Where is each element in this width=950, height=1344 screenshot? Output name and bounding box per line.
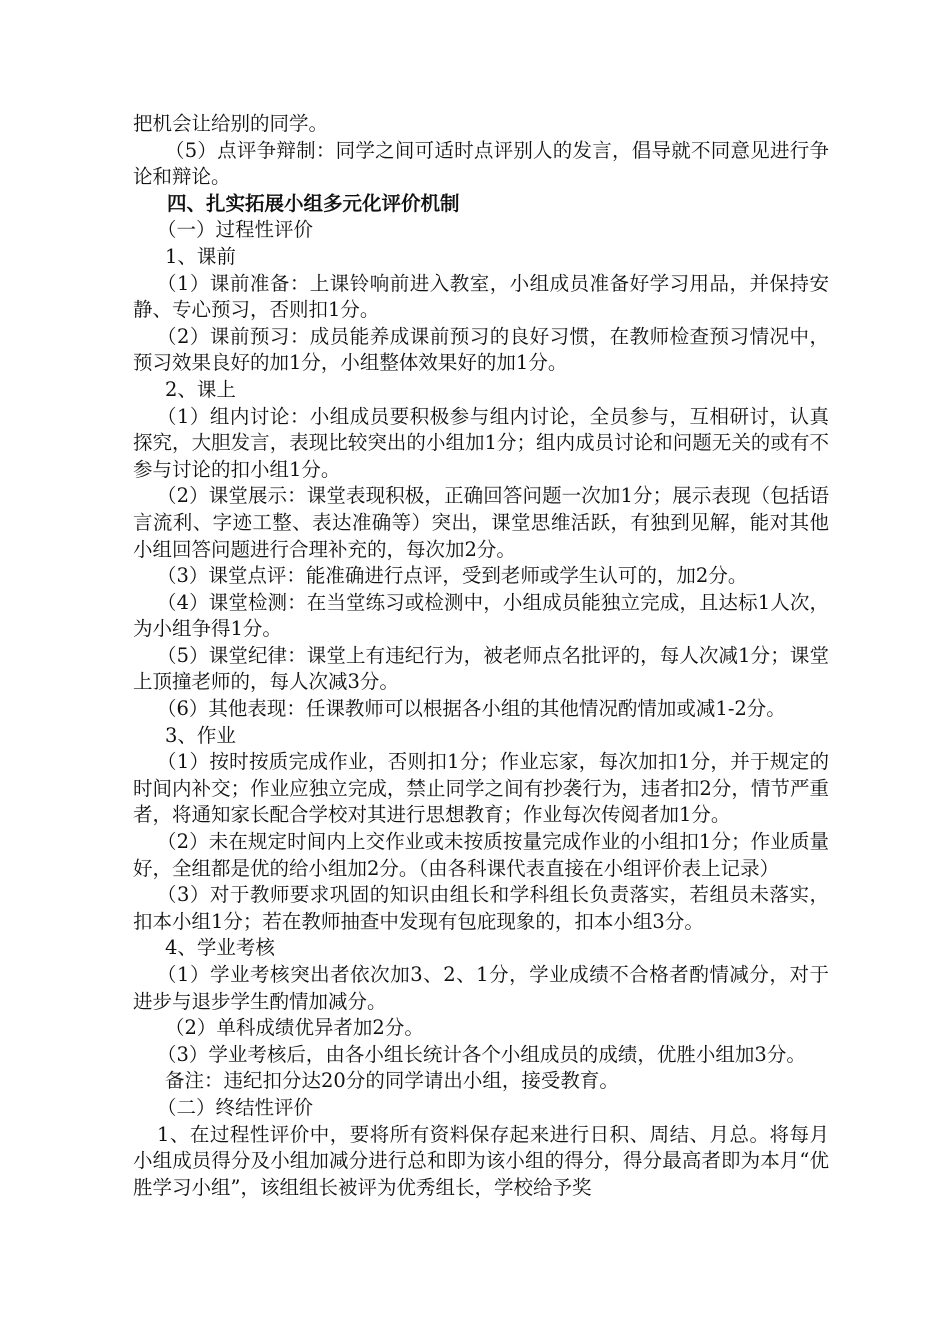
paragraph-class-review: （3）课堂点评：能准确进行点评，受到老师或学生认可的，加2分。: [157, 564, 748, 588]
paragraph-assessment-3: （3）学业考核后，由各小组长统计各个小组成员的成绩，优胜小组加3分。: [157, 1042, 806, 1066]
section-heading-4: 四、扎实拓展小组多元化评价机制: [167, 191, 460, 215]
item-heading-homework: 3、作业: [165, 723, 236, 747]
paragraph-class-discipline: （5）课堂纪律：课堂上有违纪行为，被老师点名批评的，每人次减1分；课堂上顶撞老师的，每人次减3分。: [133, 643, 829, 694]
paragraph-class-presentation: （2）课堂展示：课堂表现积极，正确回答问题一次加1分；展示表现（包括语言流利、字迹工整、表达准确等）突出，课堂思维活跃，有独到见解，能对其他小组回答问题进行合理补充的，每次加2分。: [133, 484, 829, 561]
paragraph-2: （5）点评争辩制：同学之间可适时点评别人的发言，倡导就不同意见进行争论和辩论。: [133, 138, 829, 189]
item-heading-before-class: 1、课前: [165, 244, 236, 268]
paragraph-class-test: （4）课堂检测：在当堂练习或检测中，小组成员能独立完成，且达标1人次，为小组争得1分。: [133, 590, 829, 641]
paragraph-assessment-1: （1）学业考核突出者依次加3、2、1分，学业成绩不合格者酌情减分，对于进步与退步学生酌情加减分。: [133, 963, 829, 1013]
paragraph-assessment-2: （2）单科成绩优异者加2分。: [165, 1016, 424, 1040]
item-heading-in-class: 2、课上: [165, 377, 236, 401]
item-heading-assessment: 4、学业考核: [165, 936, 275, 960]
paragraph-other-performance: （6）其他表现：任课教师可以根据各小组的其他情况酌情加或减1-2分。: [157, 697, 786, 721]
paragraph-preview: （2）课前预习：成员能养成课前预习的良好习惯，在教师检查预习情况中，预习效果良好的加1分，小组整体效果好的加1分。: [133, 324, 829, 375]
paragraph-homework-3: （3）对于教师要求巩固的知识由组长和学科组长负责落实，若组员未落实，扣本小组1分；若在教师抽查中发现有包庇现象的，扣本小组3分。: [133, 883, 829, 933]
paragraph-prep: （1）课前准备：上课铃响前进入教室，小组成员准备好学习用品，并保持安静、专心预习，否则扣1分。: [133, 271, 829, 322]
subsection-heading-process: （一）过程性评价: [157, 218, 314, 242]
paragraph-homework-2: （2）未在规定时间内上交作业或未按质按量完成作业的小组扣1分；作业质量好，全组都是优的给小组加2分。（由各科课代表直接在小组评价表上记录）: [133, 830, 829, 880]
subsection-heading-summative: （二）终结性评价: [157, 1095, 314, 1119]
document-body: [133, 111, 829, 1201]
paragraph-group-discussion: （1）组内讨论：小组成员要积极参与组内讨论，全员参与，互相研讨，认真探究，大胆发言，表现比较突出的小组加1分；组内成员讨论和问题无关的或有不参与讨论的扣小组1分。: [133, 404, 829, 481]
paragraph-1: 把机会让给别的同学。: [133, 112, 329, 135]
paragraph-summative-1: 1、在过程性评价中，要将所有资料保存起来进行日积、周结、月总。将每月小组成员得分及小组加减分进行总和即为该小组的得分，得分最高者即为本月“优胜学习小组”，该组组长被评为优秀组长，学校给予奖: [133, 1122, 829, 1199]
paragraph-note: 备注：违纪扣分达20分的同学请出小组，接受教育。: [165, 1069, 619, 1093]
paragraph-homework-1: （1）按时按质完成作业，否则扣1分；作业忘家，每次加扣1分，并于规定的时间内补交；作业应独立完成，禁止同学之间有抄袭行为，违者扣2分，情节严重者，将通知家长配合学校对其进行思想教育；作业每次传阅者加1分。: [133, 750, 829, 827]
